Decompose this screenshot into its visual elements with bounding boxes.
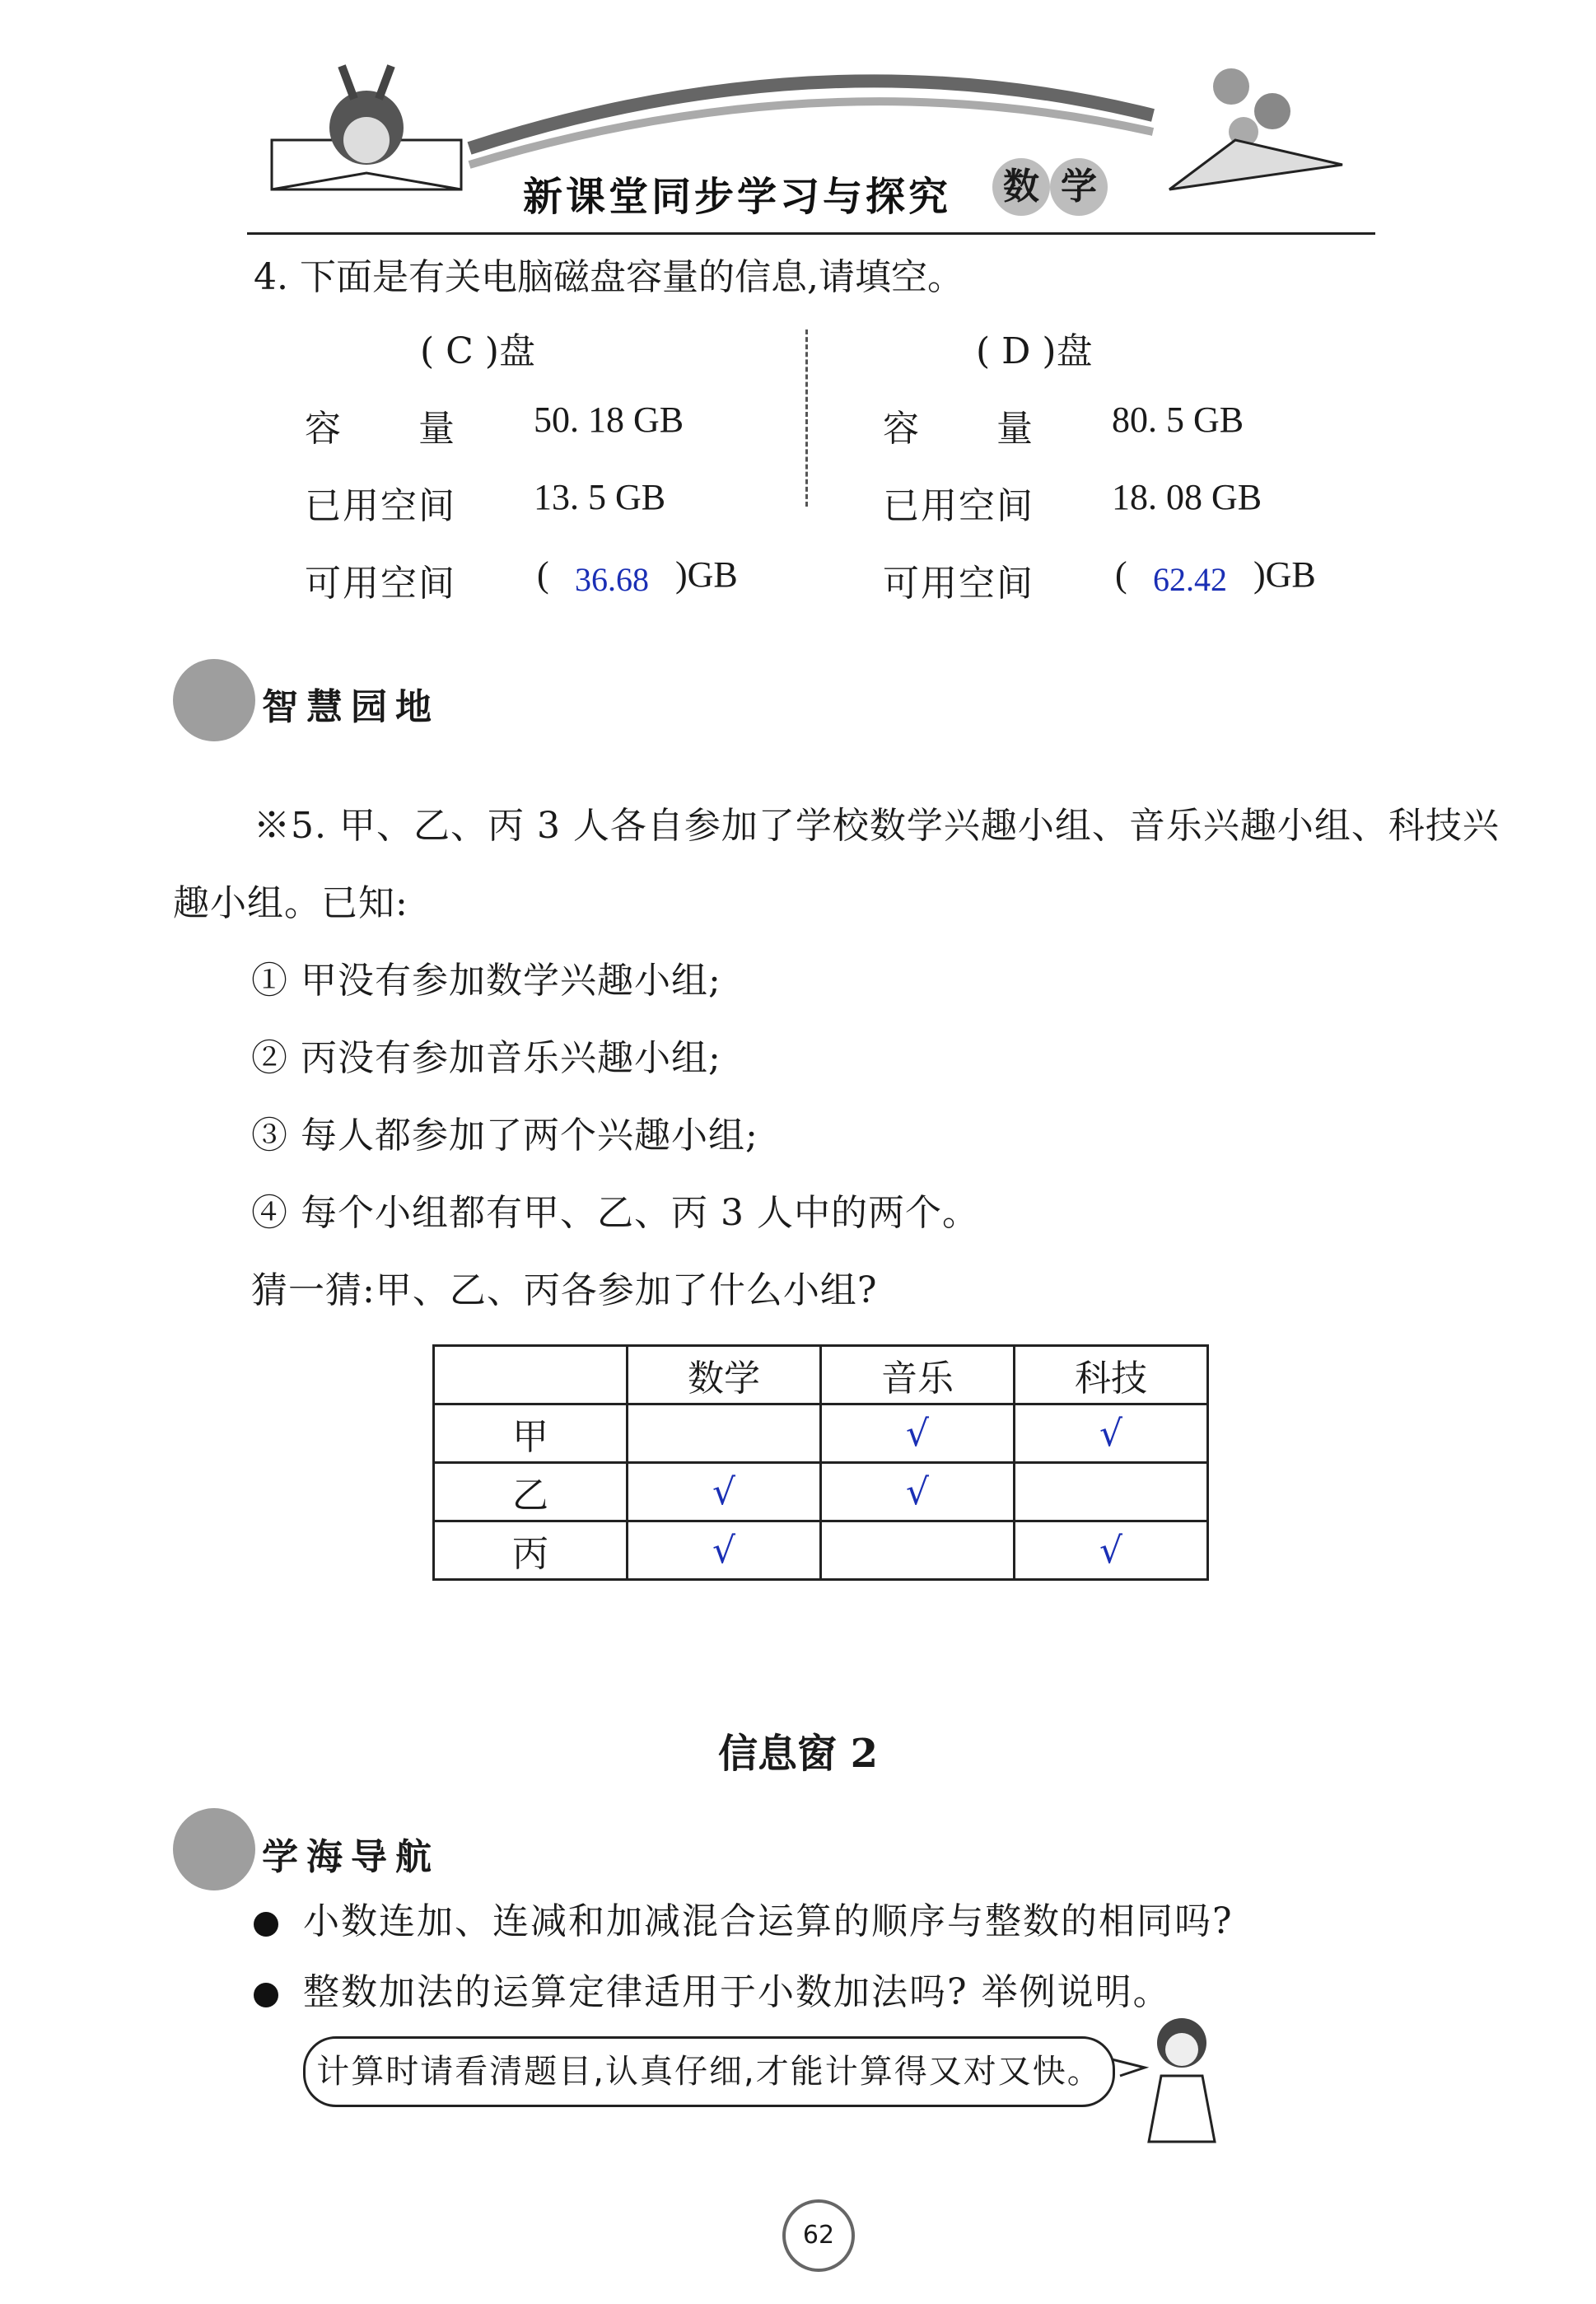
disk-d-capacity: 80. 5 GB — [1112, 400, 1244, 440]
bullet-text-2: 整数加法的运算定律适用于小数加法吗? 举例说明。 — [303, 1971, 1171, 2013]
disk-divider — [805, 329, 808, 507]
table-row — [434, 1463, 1208, 1521]
q5-question: 猜一猜:甲、乙、丙各参加了什么小组? — [251, 1269, 878, 1311]
header-rule — [247, 232, 1375, 235]
cell-yi-math: √ — [628, 1463, 821, 1521]
bullet-dot — [254, 1912, 278, 1937]
header-math: 数学 — [628, 1346, 821, 1404]
section-nav-title: 学海导航 — [262, 1836, 440, 1878]
section-wisdom-title: 智慧园地 — [262, 686, 440, 728]
header-music: 音乐 — [821, 1346, 1015, 1404]
q4-prompt: 4. 下面是有关电脑磁盘容量的信息,请填空。 — [254, 256, 964, 298]
bullet-item-2 — [254, 1962, 1171, 2015]
tip-speech-bubble: 计算时请看清题目,认真仔细,才能计算得又对又快。 — [303, 2036, 1115, 2107]
subject-char-2: 学 — [1050, 158, 1108, 216]
disk-c-capacity: 50. 18 GB — [534, 400, 684, 440]
q5-condition-2: ② 丙没有参加音乐兴趣小组; — [251, 1037, 721, 1079]
book-series-title: 新课堂同步学习与探究 — [523, 174, 952, 220]
row-label-yi: 乙 — [434, 1463, 628, 1521]
table-header-row — [434, 1346, 1208, 1404]
row-label-jia: 甲 — [434, 1404, 628, 1463]
bullet-item-1 — [254, 1891, 1234, 1944]
header-tech: 科技 — [1015, 1346, 1208, 1404]
row-label-bing: 丙 — [434, 1521, 628, 1580]
cell-jia-math — [628, 1404, 821, 1463]
cell-bing-music — [821, 1521, 1015, 1580]
disk-d-used: 18. 08 GB — [1112, 477, 1262, 517]
cell-yi-tech — [1015, 1463, 1208, 1521]
reading-girl-illustration — [272, 66, 461, 189]
cell-bing-tech: √ — [1015, 1521, 1208, 1580]
cell-jia-music: √ — [821, 1404, 1015, 1463]
table-row — [434, 1521, 1208, 1580]
disk-c-title: ( C )盘 — [420, 330, 535, 372]
q5-condition-4: ④ 每个小组都有甲、乙、丙 3 人中的两个。 — [251, 1192, 979, 1234]
disk-d-free-open: ( — [1115, 554, 1127, 595]
bullet-dot — [254, 1983, 278, 2007]
disk-d-title: ( D )盘 — [976, 330, 1093, 372]
q5-condition-3: ③ 每人都参加了两个兴趣小组; — [251, 1115, 758, 1157]
table-row — [434, 1404, 1208, 1463]
cell-jia-tech: √ — [1015, 1404, 1208, 1463]
disk-c-free-label: 可用空间 — [305, 563, 456, 605]
cell-bing-math: √ — [628, 1521, 821, 1580]
disk-c-capacity-label: 容 量 — [305, 408, 456, 450]
q5-line2: 趣小组。已知: — [173, 882, 408, 924]
table-corner — [434, 1346, 628, 1404]
subject-char-1: 数 — [992, 158, 1050, 216]
binoculars-mascot-icon — [173, 1808, 255, 1890]
q5-condition-1: ① 甲没有参加数学兴趣小组; — [251, 960, 721, 1002]
answer-table — [432, 1344, 1209, 1581]
heart-balloons-icon — [1213, 68, 1290, 147]
disk-c-free-close: )GB — [675, 554, 738, 595]
teacher-illustration — [1112, 2010, 1244, 2150]
disk-d-free-answer: 62.42 — [1153, 561, 1227, 598]
q5-line1: ※5. 甲、乙、丙 3 人各自参加了学校数学兴趣小组、音乐兴趣小组、科技兴 — [254, 805, 1500, 847]
disk-c-free-answer: 36.68 — [575, 561, 649, 598]
paper-plane-icon — [1169, 140, 1342, 189]
disk-c-used: 13. 5 GB — [534, 477, 666, 517]
info-window-title: 信息窗 2 — [717, 1731, 879, 1777]
disk-c-used-label: 已用空间 — [305, 485, 456, 527]
disk-c-free-open: ( — [537, 554, 549, 595]
disk-d-used-label: 已用空间 — [883, 485, 1034, 527]
disk-d-capacity-label: 容 量 — [883, 408, 1034, 450]
boy-mascot-icon — [173, 659, 255, 741]
bullet-text-1: 小数连加、连减和加减混合运算的顺序与整数的相同吗? — [303, 1900, 1234, 1942]
disk-d-free-label: 可用空间 — [883, 563, 1034, 605]
page-number: 62 — [782, 2199, 855, 2272]
cell-yi-music: √ — [821, 1463, 1015, 1521]
disk-d-free-close: )GB — [1253, 554, 1316, 595]
